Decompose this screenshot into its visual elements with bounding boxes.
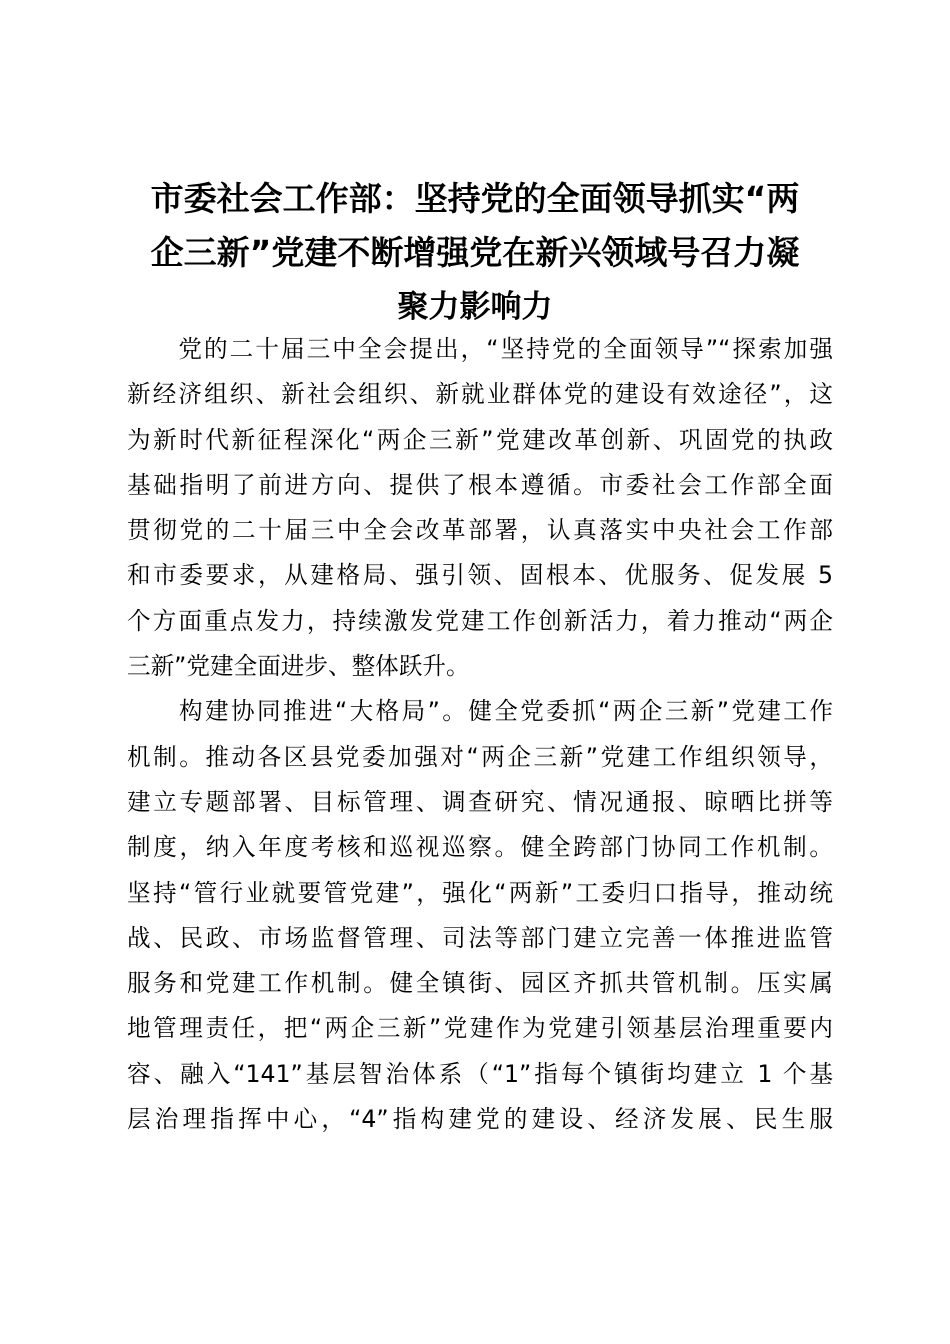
paragraph-line: 和市委要求，从建格局、强引领、固根本、优服务、促发展 5 bbox=[127, 561, 833, 590]
paragraph-line: 建立专题部署、目标管理、调查研究、情况通报、晾晒比拼等 bbox=[127, 787, 833, 816]
paragraph-line: 新经济组织、新社会组织、新就业群体党的建设有效途径”，这 bbox=[127, 380, 833, 409]
paragraph-line: 容、融入“141”基层智治体系（“1”指每个镇街均建立 1 个基 bbox=[127, 1059, 833, 1088]
paragraph-line: 为新时代新征程深化“两企三新”党建改革创新、巩固党的执政 bbox=[127, 425, 833, 454]
paragraph-line: 战、民政、市场监督管理、司法等部门建立完善一体推进监管 bbox=[127, 923, 833, 952]
paragraph-line: 贯彻党的二十届三中全会改革部署，认真落实中央社会工作部 bbox=[127, 516, 833, 545]
paragraph-line: 三新”党建全面进步、整体跃升。 bbox=[127, 652, 470, 681]
paragraph-line: 坚持“管行业就要管党建”，强化“两新”工委归口指导，推动统 bbox=[127, 878, 833, 907]
paragraph-line: 基础指明了前进方向、提供了根本遵循。市委社会工作部全面 bbox=[127, 470, 833, 499]
paragraph-line: 地管理责任，把“两企三新”党建作为党建引领基层治理重要内 bbox=[127, 1014, 833, 1043]
title-line-1: 市委社会工作部：坚持党的全面领导抓实“两 bbox=[150, 179, 800, 218]
paragraph-line: 构建协同推进“大格局”。健全党委抓“两企三新”党建工作 bbox=[127, 697, 833, 726]
paragraph-1 bbox=[127, 327, 833, 689]
paragraph-line: 制度，纳入年度考核和巡视巡察。健全跨部门协同工作机制。 bbox=[127, 833, 833, 862]
document-body bbox=[127, 327, 833, 1142]
paragraph-line: 机制。推动各区县党委加强对“两企三新”党建工作组织领导， bbox=[127, 742, 833, 771]
document-title bbox=[118, 172, 832, 334]
title-line-3: 聚力影响力 bbox=[397, 289, 553, 325]
paragraph-line: 党的二十届三中全会提出，“坚持党的全面领导”“探索加强 bbox=[127, 335, 833, 363]
paragraph-line: 个方面重点发力，持续激发党建工作创新活力，着力推动“两企 bbox=[127, 606, 833, 635]
paragraph-line: 层治理指挥中心，“4”指构建党的建设、经济发展、民生服 bbox=[127, 1105, 833, 1134]
paragraph-line: 服务和党建工作机制。健全镇街、园区齐抓共管机制。压实属 bbox=[127, 969, 833, 998]
title-line-2: 企三新”党建不断增强党在新兴领域号召力凝 bbox=[150, 233, 800, 272]
paragraph-2 bbox=[127, 689, 833, 1142]
